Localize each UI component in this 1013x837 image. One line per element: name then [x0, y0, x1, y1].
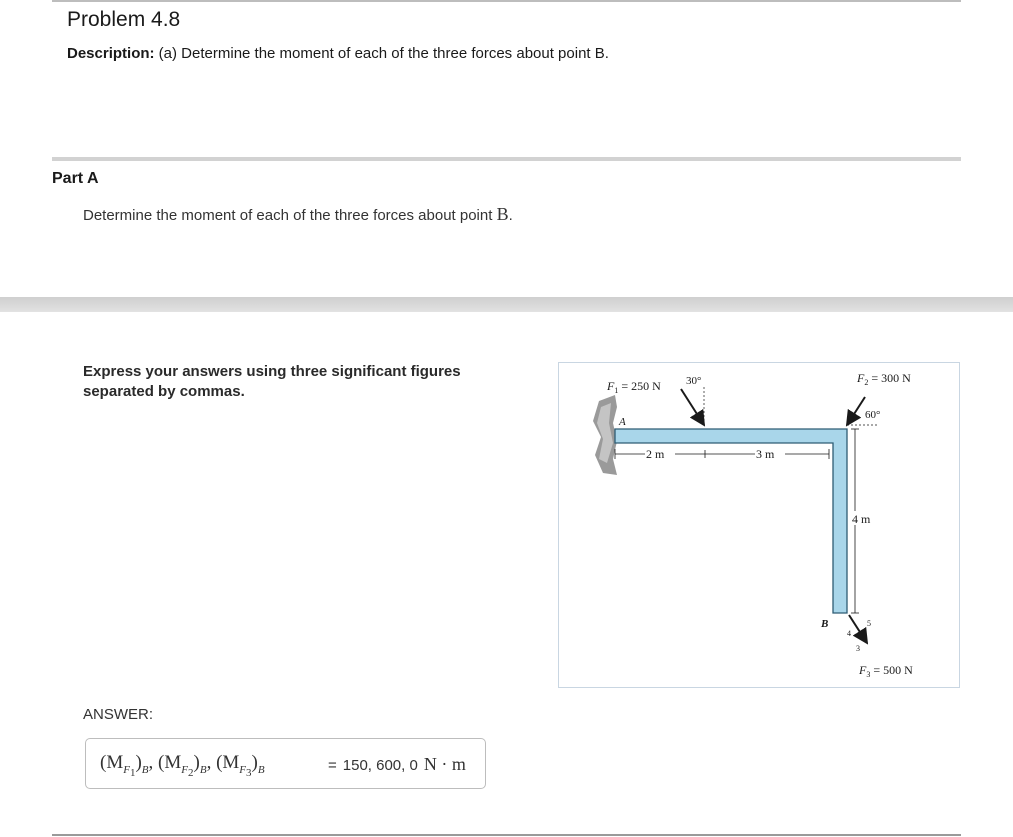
force-f1-label: $F_1 = 250$ N — [607, 379, 661, 395]
force-f2-label: $F_2 = 300$ N — [857, 371, 911, 387]
slope-5-label: 5 — [867, 619, 871, 628]
answer-unit: N · m — [423, 754, 466, 774]
wall-support — [593, 395, 617, 475]
top-divider — [52, 0, 961, 2]
part-question-suffix: . — [508, 207, 513, 224]
answer-box[interactable] — [85, 738, 486, 789]
problem-figure — [558, 362, 960, 688]
part-question-point: B — [496, 204, 509, 224]
part-divider — [52, 157, 961, 161]
point-b-label: B — [821, 618, 829, 630]
figure-drawing — [559, 363, 961, 689]
slope-4-label: 4 — [847, 629, 851, 638]
description-text: (a) Determine the moment of each of the three forces about point B. — [154, 45, 609, 62]
description-label: Description: — [67, 45, 155, 62]
section-band — [0, 297, 1013, 312]
slope-3-label: 3 — [856, 644, 860, 653]
problem-title: Problem 4.8 — [67, 8, 181, 31]
answer-equals: = — [328, 757, 337, 774]
answer-instructions: Express your answers using three significant figures separated by commas. — [83, 363, 461, 400]
force-f3-arrow — [849, 615, 867, 643]
force-f1-angle: 30° — [686, 375, 702, 387]
force-f2-arrow — [847, 397, 865, 425]
force-f2-angle: 60° — [865, 409, 881, 421]
dim-3m-label: 3 m — [756, 447, 775, 461]
dim-2m-label: 2 m — [646, 447, 665, 461]
point-a-label: A — [619, 416, 626, 428]
bottom-divider — [52, 834, 961, 836]
answer-numbers: 150, 600, 0 — [342, 757, 418, 774]
dim-4m-label: 4 m — [852, 512, 871, 526]
part-question-text: Determine the moment of each of the three forces about point — [83, 207, 497, 224]
force-f3-label: $F_3 = 500$ N — [859, 663, 913, 679]
answer-value — [328, 754, 466, 775]
part-title: Part A — [52, 170, 99, 187]
part-question — [83, 204, 513, 225]
answer-label: ANSWER: — [83, 706, 154, 723]
problem-description — [67, 45, 609, 62]
answer-expression: $(M_{F_1})_B$, $(M_{F_2})_B$, $(M_{F_3})_B$ — [100, 752, 265, 779]
force-f1-arrow — [681, 389, 704, 425]
